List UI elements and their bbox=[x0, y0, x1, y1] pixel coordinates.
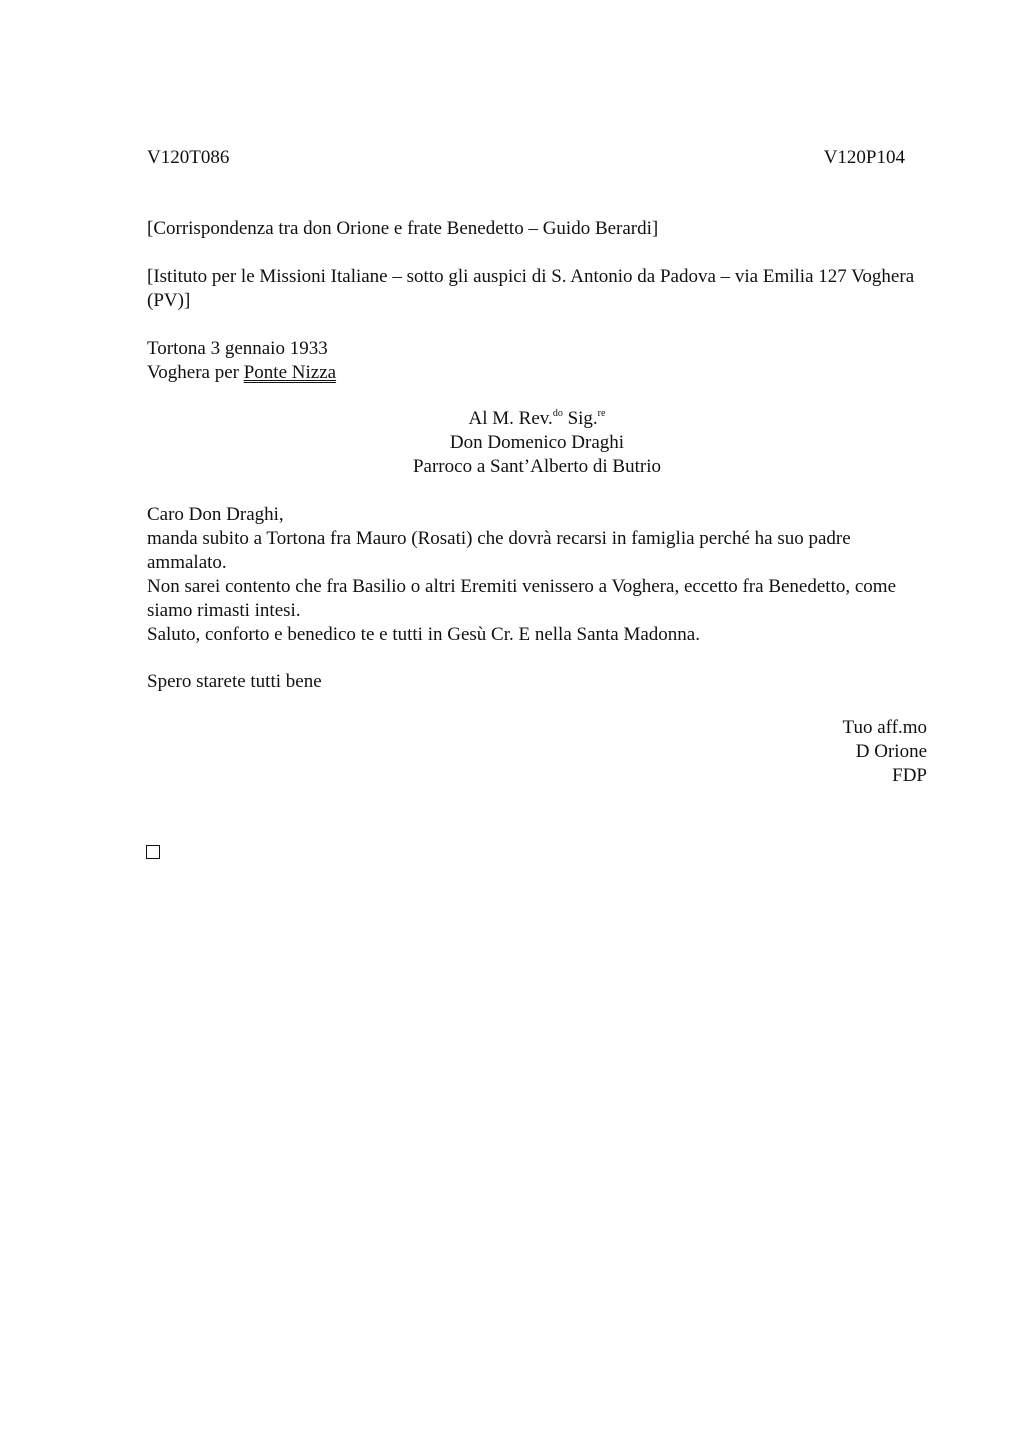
signature-line-2: D Orione bbox=[855, 741, 927, 762]
destination-underlined: Ponte Nizza bbox=[243, 362, 337, 383]
destination-prefix: Voghera per bbox=[147, 362, 244, 383]
collection-title-block bbox=[147, 217, 917, 241]
closing-line: Spero starete tutti bene bbox=[147, 671, 322, 692]
address-line-1 bbox=[147, 407, 927, 431]
empty-square-icon bbox=[146, 845, 160, 859]
date-line: Tortona 3 gennaio 1933 bbox=[147, 338, 328, 359]
letterhead-text: [Istituto per le Missioni Italiane – sotto gli auspici di S. Antonio da Padova – via Emilia 127 Voghera (PV)] bbox=[147, 266, 915, 311]
signature-line-3: FDP bbox=[892, 765, 927, 786]
collection-title: [Corrispondenza tra don Orione e frate Benedetto – Guido Berardi] bbox=[147, 218, 659, 239]
letterhead-block bbox=[147, 265, 917, 313]
signature-block bbox=[843, 716, 927, 788]
address-title-mid: Sig. bbox=[562, 408, 598, 429]
address-line-3: Parroco a Sant’Alberto di Butrio bbox=[412, 456, 661, 477]
right-reference-code: V120P104 bbox=[823, 147, 905, 168]
body-paragraph-2: Non sarei contento che fra Basilio o altri Eremiti venissero a Voghera, eccetto fra Benedetto, come siamo rimasti intesi. bbox=[147, 576, 896, 621]
closing-block bbox=[147, 670, 917, 694]
recipient-address bbox=[147, 407, 927, 479]
address-superscript-1: do bbox=[552, 408, 563, 419]
salutation: Caro Don Draghi, bbox=[147, 504, 284, 525]
left-reference-code: V120T086 bbox=[147, 147, 230, 168]
place-date-block bbox=[147, 337, 917, 385]
address-superscript-2: re bbox=[597, 408, 606, 419]
body-paragraph-1: manda subito a Tortona fra Mauro (Rosati) che dovrà recarsi in famiglia perché ha suo padre ammalato. bbox=[147, 528, 851, 573]
letter-body bbox=[147, 503, 917, 647]
address-line-2: Don Domenico Draghi bbox=[449, 432, 625, 453]
address-title-pre: Al M. Rev. bbox=[468, 408, 553, 429]
destination-line bbox=[147, 361, 917, 385]
body-paragraph-3: Saluto, conforto e benedico te e tutti in Gesù Cr. E nella Santa Madonna. bbox=[147, 624, 700, 645]
signature-line-1: Tuo aff.mo bbox=[842, 717, 927, 738]
